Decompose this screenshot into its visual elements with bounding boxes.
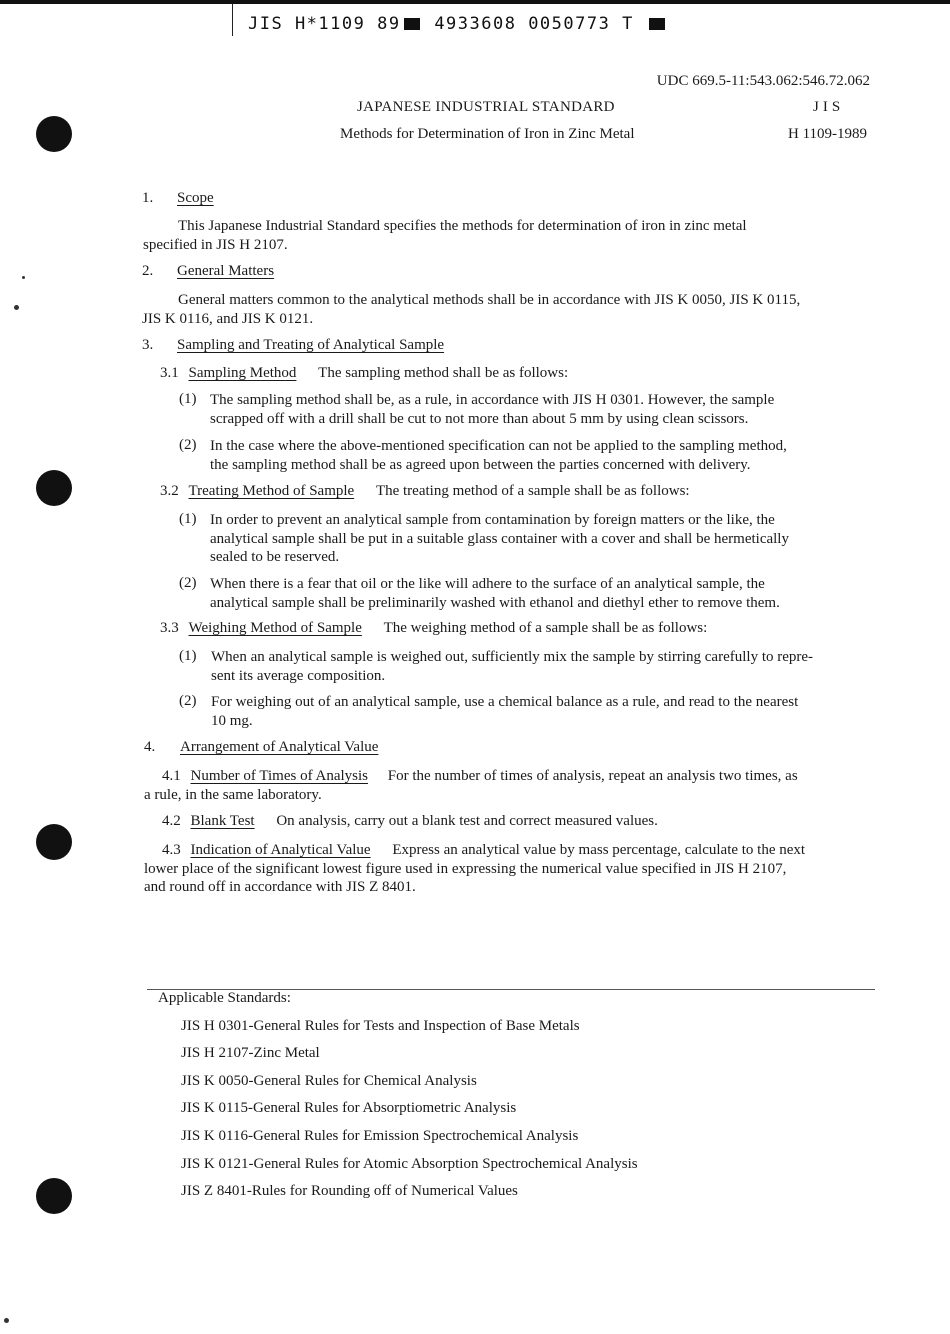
applicable-standard-item: JIS K 0121-General Rules for Atomic Absorption Spectrochemical Analysis [181,1156,638,1172]
section-4-number: 4. [144,739,156,755]
section-4-1-line2: a rule, in the same laboratory. [144,786,322,803]
document-title: Methods for Determination of Iron in Zinc Metal [340,126,635,142]
applicable-standard-item: JIS K 0115-General Rules for Absorptiometric Analysis [181,1100,517,1116]
item-line: scrapped off with a drill shall be cut to not more than about 5 mm by using clean scissors. [210,410,749,427]
section-4-2-title: Blank Test [190,813,255,829]
section-3-3-item-1-number: (1) [179,648,197,664]
section-4-1-number: 4.1 [162,768,181,784]
item-line: In the case where the above-mentioned specification can not be applied to the sampling method, [210,438,787,454]
scan-speck [14,305,19,310]
section-4-2-number: 4.2 [162,813,181,829]
section-4-3-line1: Express an analytical value by mass percentage, calculate to the next [392,842,806,858]
section-3-number: 3. [142,337,154,353]
section-4-3-first-line [144,841,884,860]
item-line: When there is a fear that oil or the like will adhere to the surface of an analytical sample, the [210,576,765,592]
section-2-number: 2. [142,263,154,279]
section-3-1-item-2-number: (2) [179,437,197,453]
section-1-body [143,217,883,254]
item-line: For weighing out of an analytical sample, use a chemical balance as a rule, and read to the nearest [211,694,799,710]
section-4-3 [144,841,884,897]
section-3-1-heading [160,365,568,382]
section-3-3-item-2-number: (2) [179,693,197,709]
section-3-title: Sampling and Treating of Analytical Sample [177,337,445,353]
section-3-3-title: Weighing Method of Sample [188,620,362,636]
item-line: In order to prevent an analytical sample from contamination by foreign matters or the like, the [210,512,775,528]
section-2-title: General Matters [177,263,275,279]
item-line: the sampling method shall be as agreed upon between the parties concerned with delivery. [210,456,751,473]
item-line: The sampling method shall be, as a rule, in accordance with JIS H 0301. However, the sample [210,392,775,408]
item-line: sent its average composition. [211,667,386,684]
section-4-3-number: 4.3 [162,842,181,858]
section-3-2-number: 3.2 [160,483,179,499]
punch-hole [36,1178,72,1214]
section-3-3-text: The weighing method of a sample shall be as follows: [383,620,708,636]
section-2-body [142,291,882,328]
udc-code: UDC 669.5-11:543.062:546.72.062 [656,73,870,89]
section-3-2-item-1 [210,511,880,567]
section-1-title: Scope [177,190,214,206]
section-3-1-text: The sampling method shall be as follows: [318,365,569,381]
punch-hole [36,116,72,152]
section-4-1-line1: For the number of times of analysis, repeat an analysis two times, as [387,768,798,784]
section-4-1-title: Number of Times of Analysis [190,768,369,784]
section-3-3-item-1 [211,648,881,685]
section-3-1-number: 3.1 [160,365,179,381]
applicable-standard-item: JIS K 0050-General Rules for Chemical Analysis [181,1073,477,1089]
document-code-part2: 4933608 0050773 T [434,14,634,34]
section-3-2-item-2-number: (2) [179,575,197,591]
scan-speck [22,276,25,279]
section-3-1-item-1-number: (1) [179,391,197,407]
section-4-1 [144,767,884,804]
section-4-2-line1: On analysis, carry out a blank test and correct measured values. [276,813,658,829]
item-line: 10 mg. [211,712,253,729]
applicable-standard-item: JIS K 0116-General Rules for Emission Spectrochemical Analysis [181,1128,579,1144]
section-3-2-item-2 [210,575,880,612]
section-3-1-item-2 [210,437,880,474]
section-3-3-heading [160,620,707,637]
scan-top-border [0,0,950,4]
section-4-3-line2: lower place of the significant lowest figure used in expressing the numerical value specified in JIS H 2107, [144,860,787,877]
item-line: sealed to be reserved. [210,549,340,565]
jis-label: JIS [813,99,845,115]
section-3-2-text: The treating method of a sample shall be as follows: [375,483,690,499]
applicable-standard-item: JIS H 2107-Zinc Metal [181,1045,320,1061]
code-block-mark [649,18,665,30]
section-4-1-first-line [144,767,884,786]
section-2-line2: JIS K 0116, and JIS K 0121. [142,310,314,327]
punch-hole [36,824,72,860]
section-4-2 [162,813,658,830]
item-line: analytical sample shall be preliminarily washed with ethanol and diethyl ether to remove them. [210,594,780,611]
applicable-standard-item: JIS Z 8401-Rules for Rounding off of Numerical Values [181,1183,518,1199]
section-3-2-title: Treating Method of Sample [188,483,355,499]
document-code-part1: JIS H*1109 89 [248,14,401,34]
section-3-1-title: Sampling Method [188,365,297,381]
standard-name: JAPANESE INDUSTRIAL STANDARD [357,99,615,115]
section-3-2-item-1-number: (1) [179,511,197,527]
section-2-line1: General matters common to the analytical methods shall be in accordance with JIS K 0050, JIS K 0115, [178,292,801,308]
item-line: analytical sample shall be put in a suitable glass container with a cover and shall be hermetically [210,530,789,547]
section-3-3-number: 3.3 [160,620,179,636]
section-4-3-line3: and round off in accordance with JIS Z 8401. [144,879,416,895]
punch-hole [36,470,72,506]
section-3-1-item-1 [210,391,880,428]
document-number: H 1109-1989 [788,126,868,142]
section-1-number: 1. [142,190,154,206]
applicable-standards-heading: Applicable Standards: [158,990,291,1006]
section-1-line2: specified in JIS H 2107. [143,236,288,253]
code-block-mark [404,18,420,30]
section-1-line1: This Japanese Industrial Standard specifies the methods for determination of iron in zinc metal [178,218,747,234]
section-4-3-title: Indication of Analytical Value [190,842,371,858]
document-code-line [248,14,668,34]
barcode-frame [232,4,239,36]
section-4-title: Arrangement of Analytical Value [180,739,379,755]
section-3-2-heading [160,483,690,500]
scan-speck [4,1318,9,1323]
section-3-3-item-2 [211,693,881,730]
item-line: When an analytical sample is weighed out, sufficiently mix the sample by stirring carefully to repre- [211,649,814,665]
applicable-standard-item: JIS H 0301-General Rules for Tests and Inspection of Base Metals [181,1018,580,1034]
